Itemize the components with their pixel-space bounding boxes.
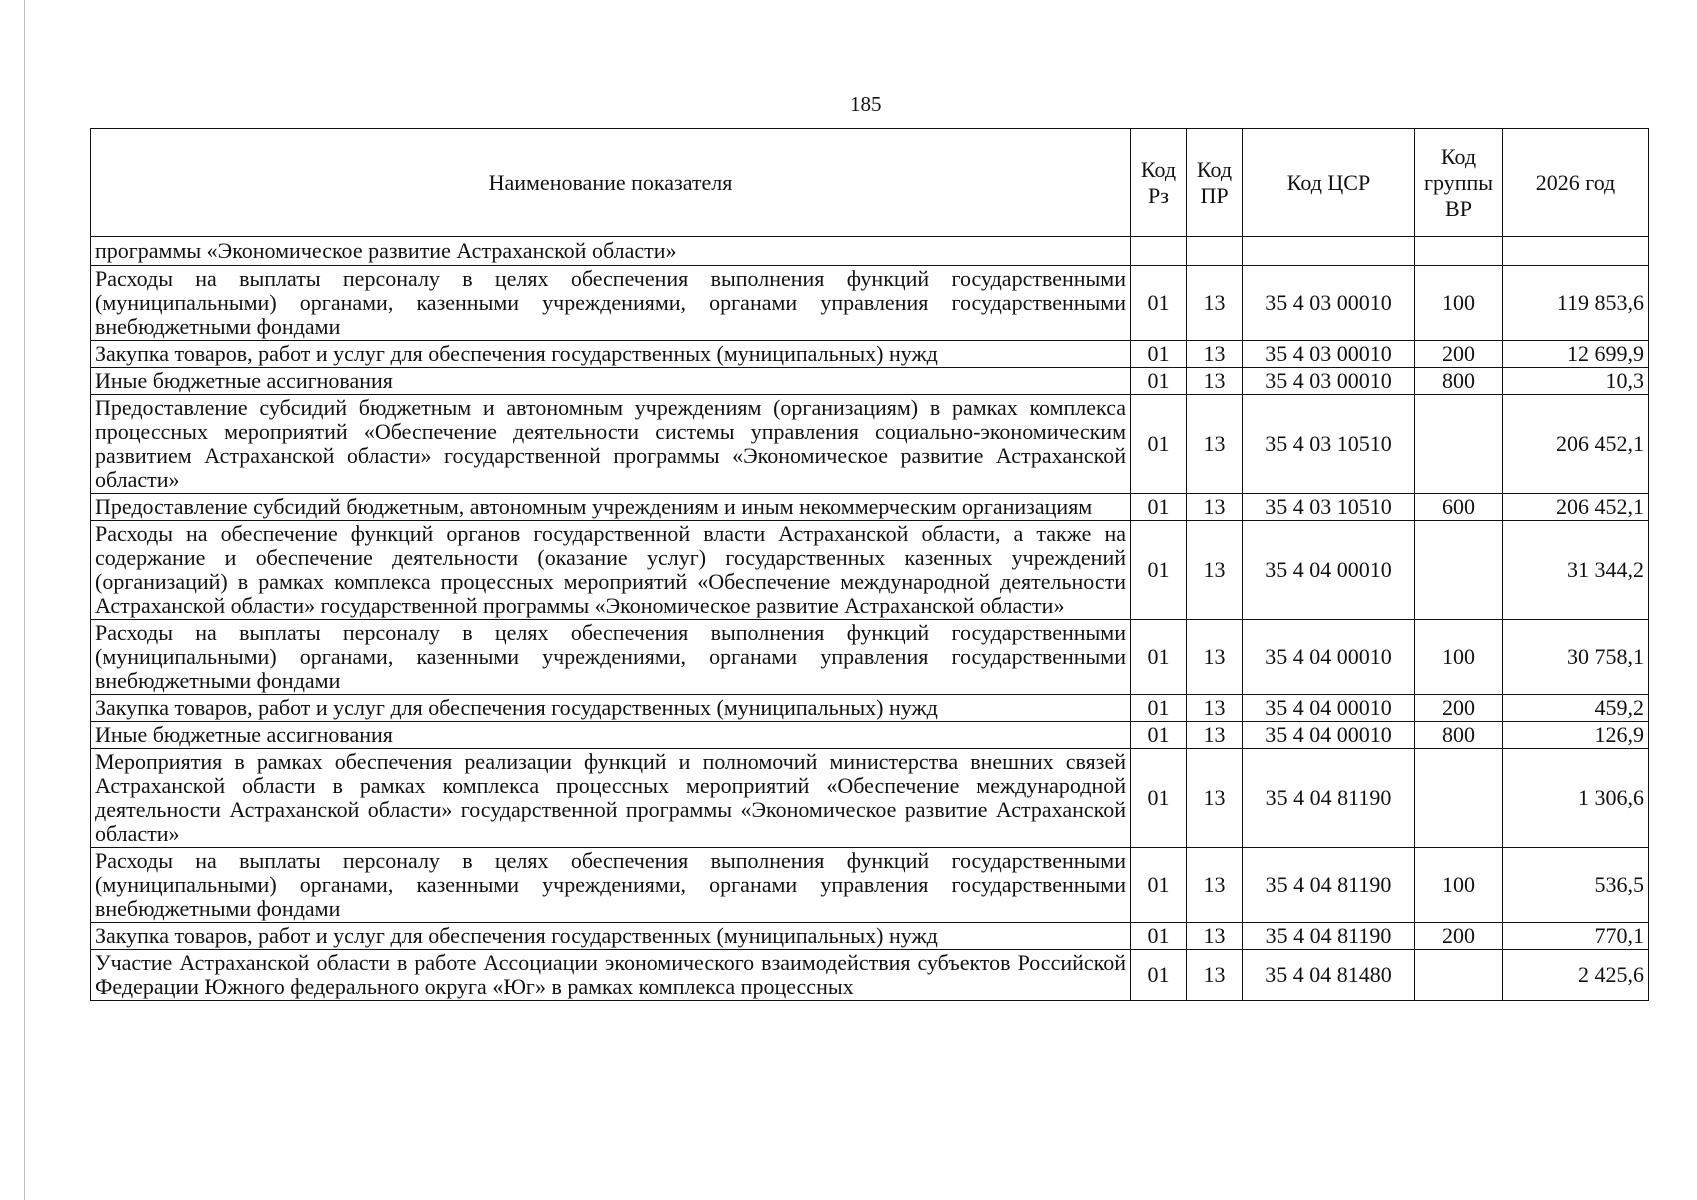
row-pr: 13 (1187, 923, 1243, 950)
row-csr: 35 4 03 10510 (1243, 494, 1415, 521)
row-rz: 01 (1131, 494, 1187, 521)
table-row (91, 266, 1649, 341)
row-name: Закупка товаров, работ и услуг для обеспечения государственных (муниципальных) нужд (91, 341, 1131, 368)
row-amount: 12 699,9 (1503, 341, 1649, 368)
row-name: Иные бюджетные ассигнования (91, 722, 1131, 749)
row-csr: 35 4 03 10510 (1243, 395, 1415, 494)
row-rz: 01 (1131, 521, 1187, 620)
row-pr: 13 (1187, 395, 1243, 494)
row-pr: 13 (1187, 848, 1243, 923)
row-csr: 35 4 04 81190 (1243, 923, 1415, 950)
row-csr: 35 4 04 81480 (1243, 950, 1415, 1001)
row-rz: 01 (1131, 722, 1187, 749)
header-pr: Код ПР (1187, 129, 1243, 237)
row-amount: 1 306,6 (1503, 749, 1649, 848)
row-rz (1131, 237, 1187, 266)
row-amount (1503, 237, 1649, 266)
row-pr: 13 (1187, 266, 1243, 341)
table-row (91, 749, 1649, 848)
row-amount: 30 758,1 (1503, 620, 1649, 695)
table-row (91, 923, 1649, 950)
row-csr: 35 4 04 00010 (1243, 620, 1415, 695)
header-row (91, 129, 1649, 237)
row-rz: 01 (1131, 950, 1187, 1001)
table-row (91, 237, 1649, 266)
row-amount: 2 425,6 (1503, 950, 1649, 1001)
table-row (91, 848, 1649, 923)
row-csr: 35 4 03 00010 (1243, 266, 1415, 341)
row-pr: 13 (1187, 950, 1243, 1001)
row-name: Предоставление субсидий бюджетным, автономным учреждениям и иным некоммерческим организациям (91, 494, 1131, 521)
row-amount: 459,2 (1503, 695, 1649, 722)
row-amount: 126,9 (1503, 722, 1649, 749)
row-rz: 01 (1131, 848, 1187, 923)
row-name: программы «Экономическое развитие Астраханской области» (91, 237, 1131, 266)
row-rz: 01 (1131, 749, 1187, 848)
row-csr: 35 4 04 00010 (1243, 722, 1415, 749)
row-csr: 35 4 03 00010 (1243, 368, 1415, 395)
row-amount: 31 344,2 (1503, 521, 1649, 620)
row-name: Расходы на выплаты персоналу в целях обеспечения выполнения функций государственными (муниципальными) органами, казенными учреждениями, органами управления государственными внебюджетными фондами (91, 266, 1131, 341)
row-amount: 119 853,6 (1503, 266, 1649, 341)
row-pr: 13 (1187, 749, 1243, 848)
row-vr (1415, 395, 1503, 494)
row-amount: 206 452,1 (1503, 494, 1649, 521)
row-rz: 01 (1131, 395, 1187, 494)
table-row (91, 341, 1649, 368)
row-vr: 100 (1415, 620, 1503, 695)
row-csr: 35 4 04 00010 (1243, 695, 1415, 722)
budget-table (90, 128, 1649, 1001)
row-name: Предоставление субсидий бюджетным и автономным учреждениям (организациям) в рамках комплекса процессных мероприятий «Обеспечение деятельности системы управления социально-экономическим развитием Астраханской области» государственной программы «Экономическое развитие Астраханской области» (91, 395, 1131, 494)
row-rz: 01 (1131, 695, 1187, 722)
table-row (91, 722, 1649, 749)
row-amount: 206 452,1 (1503, 395, 1649, 494)
row-rz: 01 (1131, 620, 1187, 695)
row-vr (1415, 521, 1503, 620)
table-row (91, 620, 1649, 695)
table-row (91, 950, 1649, 1001)
row-name: Расходы на выплаты персоналу в целях обеспечения выполнения функций государственными (муниципальными) органами, казенными учреждениями, органами управления государственными внебюджетными фондами (91, 848, 1131, 923)
row-name: Закупка товаров, работ и услуг для обеспечения государственных (муниципальных) нужд (91, 695, 1131, 722)
row-vr: 200 (1415, 695, 1503, 722)
row-vr: 200 (1415, 341, 1503, 368)
row-vr: 800 (1415, 368, 1503, 395)
page-number: 185 (850, 92, 882, 116)
row-name: Закупка товаров, работ и услуг для обеспечения государственных (муниципальных) нужд (91, 923, 1131, 950)
row-vr: 800 (1415, 722, 1503, 749)
row-vr: 100 (1415, 266, 1503, 341)
row-vr: 600 (1415, 494, 1503, 521)
header-rz: Код Рз (1131, 129, 1187, 237)
row-pr: 13 (1187, 368, 1243, 395)
row-pr: 13 (1187, 695, 1243, 722)
table-row (91, 494, 1649, 521)
row-name: Расходы на выплаты персоналу в целях обеспечения выполнения функций государственными (муниципальными) органами, казенными учреждениями, органами управления государственными внебюджетными фондами (91, 620, 1131, 695)
row-vr (1415, 950, 1503, 1001)
table-row (91, 521, 1649, 620)
row-pr: 13 (1187, 722, 1243, 749)
row-rz: 01 (1131, 341, 1187, 368)
row-amount: 10,3 (1503, 368, 1649, 395)
row-rz: 01 (1131, 923, 1187, 950)
page-edge-line (24, 0, 25, 1200)
row-csr (1243, 237, 1415, 266)
row-csr: 35 4 04 81190 (1243, 848, 1415, 923)
row-name: Иные бюджетные ассигнования (91, 368, 1131, 395)
row-name: Расходы на обеспечение функций органов государственной власти Астраханской области, а также на содержание и обеспечение деятельности (оказание услуг) государственных казенных учреждений (организаций) в рамках комплекса процессных мероприятий «Обеспечение международной деятельности Астраханской области» государственной программы «Экономическое развитие Астраханской области» (91, 521, 1131, 620)
row-pr: 13 (1187, 494, 1243, 521)
row-vr: 100 (1415, 848, 1503, 923)
table-row (91, 368, 1649, 395)
row-vr (1415, 237, 1503, 266)
row-pr: 13 (1187, 521, 1243, 620)
row-amount: 770,1 (1503, 923, 1649, 950)
table-row (91, 695, 1649, 722)
row-amount: 536,5 (1503, 848, 1649, 923)
row-name: Мероприятия в рамках обеспечения реализации функций и полномочий министерства внешних связей Астраханской области в рамках комплекса процессных мероприятий «Обеспечение международной деятельности Астраханской области» государственной программы «Экономическое развитие Астраханской области» (91, 749, 1131, 848)
header-year: 2026 год (1503, 129, 1649, 237)
row-vr (1415, 749, 1503, 848)
row-csr: 35 4 04 81190 (1243, 749, 1415, 848)
row-csr: 35 4 04 00010 (1243, 521, 1415, 620)
header-name: Наименование показателя (91, 129, 1131, 237)
row-pr: 13 (1187, 620, 1243, 695)
row-rz: 01 (1131, 266, 1187, 341)
header-vr: Код группы ВР (1415, 129, 1503, 237)
header-csr: Код ЦСР (1243, 129, 1415, 237)
row-pr: 13 (1187, 341, 1243, 368)
row-csr: 35 4 03 00010 (1243, 341, 1415, 368)
row-vr: 200 (1415, 923, 1503, 950)
row-pr (1187, 237, 1243, 266)
row-rz: 01 (1131, 368, 1187, 395)
row-name: Участие Астраханской области в работе Ассоциации экономического взаимодействия субъектов Российской Федерации Южного федерального округа «Юг» в рамках комплекса процессных (91, 950, 1131, 1001)
table-row (91, 395, 1649, 494)
